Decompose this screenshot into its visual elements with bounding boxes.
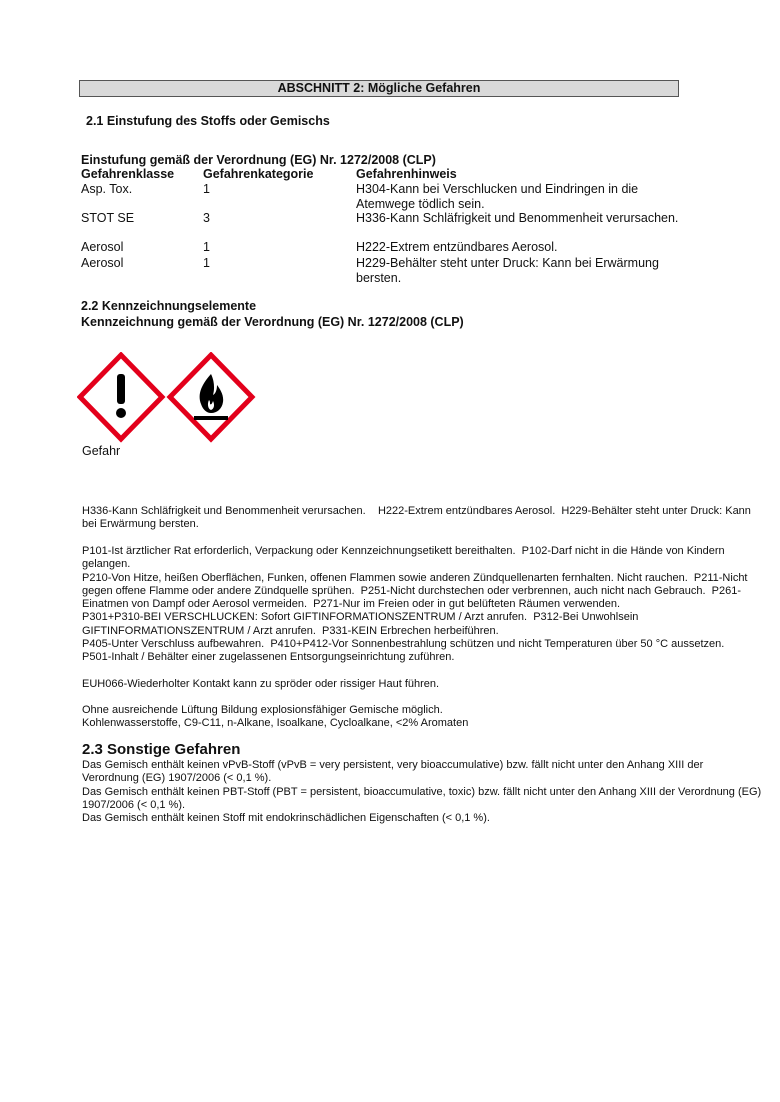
composition-note: Kohlenwasserstoffe, C9-C11, n-Alkane, Isoalkane, Cycloalkane, <2% Aromaten: [82, 717, 469, 730]
hazard-class: STOT SE: [81, 211, 135, 225]
section-title: ABSCHNITT 2: Mögliche Gefahren: [277, 81, 481, 95]
hazard-category: 3: [203, 211, 210, 225]
classification-row: [81, 182, 701, 212]
p-statement-group: P101-Ist ärztlicher Rat erforderlich, Verpackung oder Kennzeichnungsetikett bereithalten. P102-Darf nicht in die Hände von Kindern gelangen.: [82, 545, 728, 571]
classification-row: [81, 211, 701, 241]
p-statement-group: P210-Von Hitze, heißen Oberflächen, Funken, offenen Flammen sowie anderen Zündquellenarten fernhalten. Nicht rauchen. P211-Nicht gegen offene Flamme oder andere Zündquelle sprühen. P251-Nicht durchstechen oder verbrennen, auch nicht nach Gebrauch. P261-Einatmen von Dampf oder Aerosol vermeiden. P271-Nur im Freien oder in gut belüfteten Räumen verwenden.: [82, 571, 751, 611]
exclamation-mark-icon: [80, 355, 162, 439]
hazard-category: 1: [203, 256, 210, 270]
hazard-category: 1: [203, 182, 210, 196]
h-statements: [82, 505, 762, 532]
h-statements-text: H336-Kann Schläfrigkeit und Benommenheit verursachen. H222-Extrem entzündbares Aerosol. H229-Behälter steht unter Druck: Kann bei Erwärmung bersten.: [82, 505, 754, 531]
section-title-bar: [79, 80, 679, 97]
col-header-category: Gefahrenkategorie: [203, 167, 314, 181]
col-header-hint: Gefahrenhinweis: [356, 167, 457, 181]
classification-row: [81, 256, 701, 286]
ghs-pictograms: [77, 352, 257, 444]
classification-row: [81, 240, 701, 255]
additional-notes: [82, 704, 762, 731]
col-header-class: Gefahrenklasse: [81, 167, 175, 181]
subsection-2-3-title: 2.3 Sonstige Gefahren: [82, 741, 241, 758]
other-hazards: [82, 759, 762, 825]
p-statement-group: P405-Unter Verschluss aufbewahren. P410+P412-Vor Sonnenbestrahlung schützen und nicht Temperaturen über 50 °C aussetzen.: [82, 638, 725, 651]
classification-heading: Einstufung gemäß der Verordnung (EG) Nr. 1272/2008 (CLP): [81, 153, 436, 167]
p-statement-group: P301+P310-BEI VERSCHLUCKEN: Sofort GIFTINFORMATIONSZENTRUM / Arzt anrufen. P312-Bei Unwohlsein GIFTINFORMATIONSZENTRUM / Arzt anrufen. P331-KEIN Erbrechen herbeiführen.: [82, 611, 642, 637]
signal-word: Gefahr: [82, 444, 121, 458]
hazard-category: 1: [203, 240, 210, 254]
classification-header-row: [81, 167, 681, 182]
other-hazard-line: Das Gemisch enthält keinen PBT-Stoff (PBT = persistent, bioaccumulative, toxic) bzw. fällt nicht unter den Anhang XIII der Verordnung (EG) 1907/2006 (< 0,1 %).: [82, 785, 762, 811]
hazard-class: Asp. Tox.: [81, 182, 133, 196]
labelling-subtitle: Kennzeichnung gemäß der Verordnung (EG) Nr. 1272/2008 (CLP): [81, 315, 464, 329]
p-statements: [82, 545, 762, 665]
hazard-class: Aerosol: [81, 256, 124, 270]
other-hazard-line: Das Gemisch enthält keinen Stoff mit endokrinschädlichen Eigenschaften (< 0,1 %).: [82, 812, 490, 825]
other-hazard-line: Das Gemisch enthält keinen vPvB-Stoff (vPvB = very persistent, very bioaccumulative) bzw. fällt nicht unter den Anhang XIII der Verordnung (EG) 1907/2006 (< 0,1 %).: [82, 759, 704, 785]
hazard-statement: H222-Extrem entzündbares Aerosol.: [356, 240, 558, 254]
explosion-note: Ohne ausreichende Lüftung Bildung explosionsfähiger Gemische möglich.: [82, 704, 443, 716]
flame-icon: [170, 355, 252, 439]
hazard-statement: H304-Kann bei Verschlucken und Eindringen in die Atemwege tödlich sein.: [356, 182, 639, 211]
subsection-2-1-title: 2.1 Einstufung des Stoffs oder Gemischs: [86, 114, 330, 128]
euh-statement: EUH066-Wiederholter Kontakt kann zu spröder oder rissiger Haut führen.: [82, 678, 440, 690]
p-statement-group: P501-Inhalt / Behälter einer zugelassenen Entsorgungseinrichtung zuführen.: [82, 651, 455, 664]
subsection-2-2-title: 2.2 Kennzeichnungselemente: [81, 299, 257, 313]
hazard-statement: H229-Behälter steht unter Druck: Kann bei Erwärmung bersten.: [356, 256, 659, 285]
hazard-class: Aerosol: [81, 240, 124, 254]
hazard-statement: H336-Kann Schläfrigkeit und Benommenheit verursachen.: [356, 211, 679, 225]
